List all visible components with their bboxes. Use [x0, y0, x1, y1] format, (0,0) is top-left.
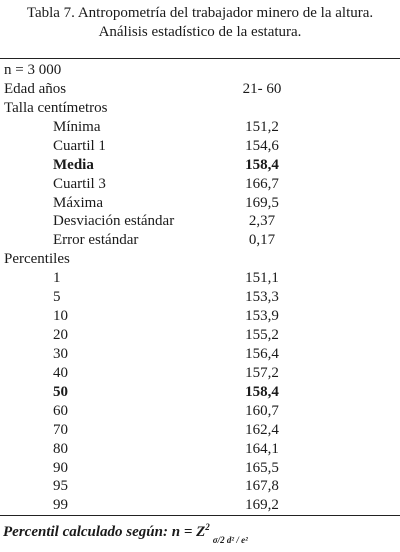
table-row [0, 383, 400, 402]
row-label: Error estándar [53, 232, 139, 249]
row-value: 151,2 [245, 118, 279, 135]
table-row [0, 194, 400, 213]
table-row [0, 326, 400, 345]
table-row [0, 459, 400, 478]
row-value: 155,2 [245, 327, 279, 344]
row-value: 164,1 [245, 440, 279, 457]
row-value: 162,4 [245, 421, 279, 438]
row-label: Cuartil 1 [53, 137, 106, 154]
table-caption [0, 4, 400, 42]
row-label: Cuartil 3 [53, 175, 106, 192]
table-row [0, 99, 400, 118]
row-label: 90 [53, 459, 68, 476]
caption-subtitle: Análisis estadístico de la estatura. [98, 24, 302, 40]
row-label: 60 [53, 402, 68, 419]
row-value: 153,9 [245, 308, 279, 325]
row-value: 154,6 [245, 137, 279, 154]
caption-title: Tabla 7. Antropometría del trabajador minero de la altura. [26, 5, 374, 21]
row-label: Media [53, 156, 94, 173]
table-row [0, 156, 400, 175]
table-row [0, 496, 400, 515]
table-row [0, 402, 400, 421]
table-row [0, 477, 400, 496]
row-value: 158,4 [245, 156, 279, 173]
footnote-text: Percentil calculado según: n = Z [3, 524, 206, 540]
footnote-superscript: 2 [205, 522, 210, 532]
row-value: 166,7 [245, 175, 279, 192]
row-value: 165,5 [245, 459, 279, 476]
table-row [0, 61, 400, 80]
table-row [0, 250, 400, 269]
row-label: 30 [53, 345, 68, 362]
row-label: 40 [53, 364, 68, 381]
row-label: 50 [53, 383, 68, 400]
row-value: 158,4 [245, 383, 279, 400]
row-value: 167,8 [245, 478, 279, 495]
table-row [0, 80, 400, 99]
table-row [0, 118, 400, 137]
row-label: Talla centímetros [4, 99, 108, 116]
row-label: 95 [53, 478, 68, 495]
table-row [0, 307, 400, 326]
row-value: 151,1 [245, 270, 279, 287]
row-label: Edad años [4, 80, 67, 97]
top-rule [0, 58, 400, 59]
row-value: 2,37 [248, 213, 276, 230]
table-row [0, 345, 400, 364]
row-value: 169,2 [245, 497, 279, 514]
row-label: 80 [53, 440, 68, 457]
bottom-rule [0, 515, 400, 516]
table-row [0, 440, 400, 459]
row-value: 0,17 [248, 232, 276, 249]
footnote-subscript: σ/2 d² / e² [212, 535, 248, 545]
table-row [0, 175, 400, 194]
row-value: 153,3 [245, 289, 279, 306]
row-label: 5 [53, 289, 61, 306]
row-value: 160,7 [245, 402, 279, 419]
table-row [0, 269, 400, 288]
table-row [0, 364, 400, 383]
row-label: 10 [53, 308, 68, 325]
table-row [0, 421, 400, 440]
row-label: Percentiles [4, 251, 70, 268]
row-label: 99 [53, 497, 68, 514]
row-label: 70 [53, 421, 68, 438]
row-label: Mínima [53, 118, 101, 135]
row-label: 1 [53, 270, 61, 287]
row-label: Desviación estándar [53, 213, 175, 230]
row-label: 20 [53, 327, 68, 344]
row-label: Máxima [53, 194, 103, 211]
table-row [0, 137, 400, 156]
row-label: n = 3 000 [4, 62, 62, 78]
row-value: 156,4 [245, 345, 279, 362]
table-row [0, 212, 400, 231]
footnote-formula [3, 522, 248, 545]
table-row [0, 231, 400, 250]
row-value: 169,5 [245, 194, 279, 211]
row-value: 21- 60 [242, 80, 282, 97]
row-value: 157,2 [245, 364, 279, 381]
table-row [0, 288, 400, 307]
